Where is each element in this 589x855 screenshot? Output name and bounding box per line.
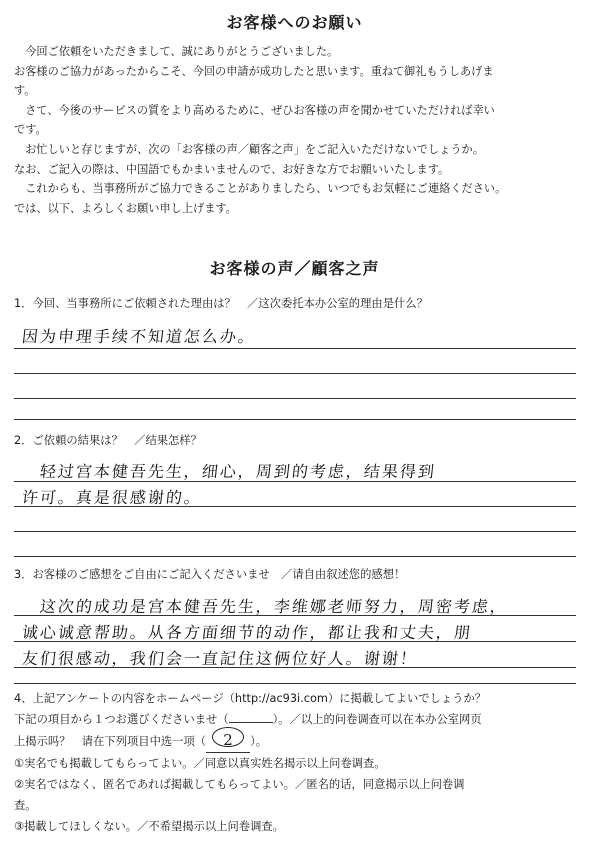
question-4-line (14, 709, 579, 730)
answer-3-handwriting-line: 友们很感动，我们会一直記住这俩位好人。谢谢！ (20, 649, 419, 668)
intro-line: お忙しいと存じますが、次の「お客様の声／顧客之声」をご記入いただけないでしょうか。 (14, 142, 484, 156)
answer-rule (14, 531, 576, 532)
answer-2-handwriting-line: 轻过宫本健吾先生，细心，周到的考虑，结果得到 (38, 462, 437, 481)
answer-rule (14, 641, 576, 642)
intro-text (14, 42, 579, 218)
answer-rule (14, 419, 576, 420)
question-4-line: 4、上記アンケートの内容をホームページ（http://ac93i.com）に掲載してよいでしょうか？ (14, 692, 487, 705)
answer-2-handwriting-line: 许可。真是很感谢的。 (20, 488, 203, 507)
question-3: 3．お客様のご感想をご自由にご記入くださいませ ／请自由叙述您的感想！ (14, 568, 406, 581)
answer-3-handwriting-line: 诚心诚意帮助。从各方面细节的动作，都让我和丈夫，朋 (20, 623, 473, 642)
question-2: 2．ご依頼の結果は？ ／结果怎样？ (14, 434, 202, 447)
question-4 (14, 688, 579, 837)
choice-answer-field[interactable] (206, 730, 250, 753)
option-2: ②実名ではなく、匿名であれば掲載してもらってよい。／匿名的话，同意揭示以上问卷调 (14, 778, 465, 791)
answer-3-handwriting-line: 这次的成功是宫本健吾先生，李维娜老师努力，周密考虑， (38, 597, 509, 616)
question-4-text: 下記の項目から１つお選びくださいませ（ (14, 713, 229, 726)
intro-line: なお、ご記入の際は、中国語でもかまいませんので、お好きな方でお願いいたします。 (14, 162, 450, 176)
intro-line: 今回ご依頼をいただきまして、誠にありがとうございました。 (14, 45, 339, 58)
intro-line: す。 (14, 84, 36, 98)
option-1: ①実名でも掲載してもらってよい。／同意以真实姓名揭示以上问卷调查。 (14, 757, 386, 770)
answer-rule (14, 556, 576, 557)
question-1: 1．今回、当事務所にご依頼された理由は？ ／这次委托本办公室的理由是什么？ (14, 297, 428, 310)
answer-rule (14, 683, 576, 684)
intro-line: です。 (14, 123, 47, 137)
question-4-text: 上揭示吗？ 请在下列项目中选一项（ (14, 735, 207, 748)
question-4-text: ）。／以上的问卷调查可以在本办公室网页 (272, 713, 482, 726)
answer-rule (14, 398, 576, 399)
answer-rule (14, 667, 576, 668)
answer-rule (14, 481, 576, 482)
section-title: お客様の声／顧客之声 (209, 259, 380, 278)
intro-line: では、以下、よろしくお願い申し上げます。 (14, 201, 237, 215)
option-2-cont: 查。 (14, 799, 37, 812)
option-3: ③掲載してほしくない。／不希望揭示以上问卷调查。 (14, 820, 284, 833)
question-4-line (14, 730, 579, 753)
choice-blank[interactable] (229, 722, 273, 723)
answer-rule (14, 373, 576, 374)
answer-rule (14, 615, 576, 616)
intro-line: これからも、当事務所がご協力できることがありましたら、いつでもお気軽にご連絡ください。 (14, 182, 507, 196)
intro-line: お客様のご協力があったからこそ、今回の申請が成功したと思います。重ねて御礼もうしあげま (14, 64, 494, 78)
intro-line: さて、今後のサービスの質をより高めるために、ぜひお客様の声を聞かせていただければ幸い (14, 103, 495, 117)
choice-answer-handwriting: 2 (223, 731, 233, 749)
answer-rule (14, 506, 576, 507)
question-4-text: ）。 (250, 735, 268, 748)
answer-rule (14, 348, 576, 349)
page-title: お客様へのお願い (226, 13, 363, 32)
answer-1-handwriting: 因为申理手续不知道怎么办。 (20, 327, 257, 346)
